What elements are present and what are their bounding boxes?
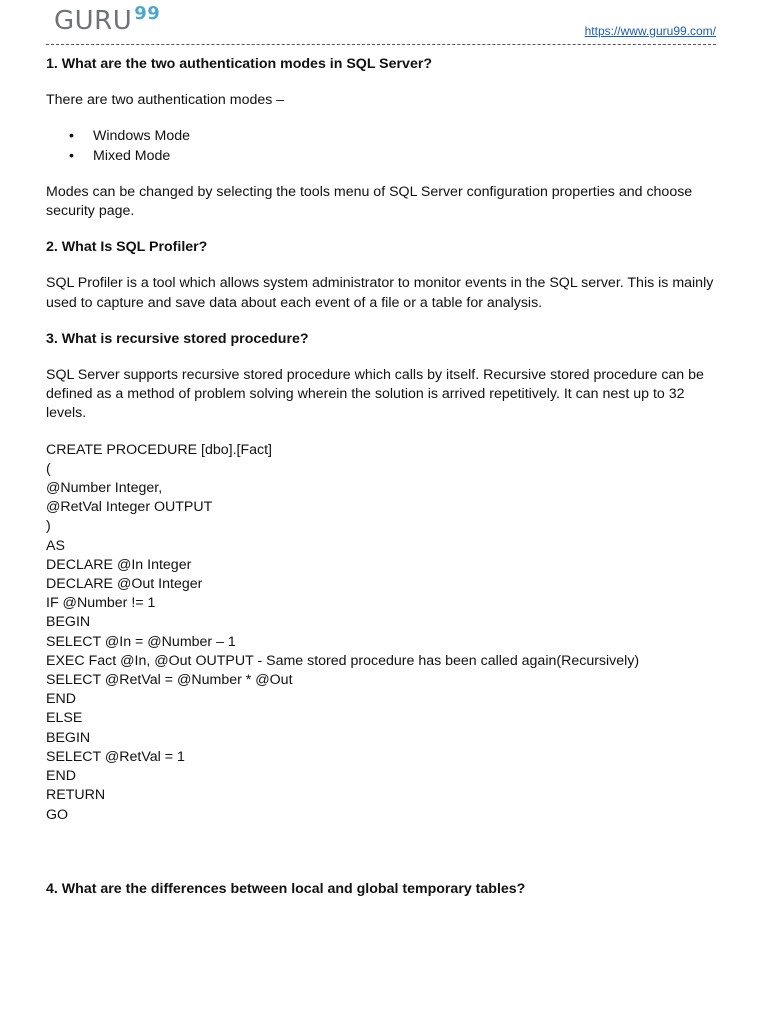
auth-modes-list [46,127,718,165]
code-line: SELECT @RetVal = 1 [46,748,185,765]
code-line: BEGIN [46,614,91,631]
code-line: SELECT @In = @Number – 1 [46,633,236,650]
list-item: • Mixed Mode [93,147,718,166]
logo-text: GURU [54,6,133,36]
code-line: IF @Number != 1 [46,595,156,612]
code-line: ( [46,460,51,477]
header-divider [46,44,716,45]
question-1-heading: 1. What are the two authentication modes in SQL Server? [46,56,433,72]
code-line: BEGIN [46,729,91,746]
logo-number: 99 [134,3,161,24]
code-line: @Number Integer, [46,480,163,497]
code-line: GO [46,806,69,823]
code-line: DECLARE @Out Integer [46,576,203,593]
code-line: @RetVal Integer OUTPUT [46,499,213,516]
site-url-link[interactable]: https://www.guru99.com/ [584,24,716,38]
question-4-heading: 4. What are the differences between local and global temporary tables? [46,880,526,897]
code-line: CREATE PROCEDURE [dbo].[Fact] [46,441,273,458]
code-block [46,441,718,825]
question-1-intro: There are two authentication modes – [46,92,285,109]
code-line: EXEC Fact @In, @Out OUTPUT - Same stored procedure has been called again(Recursively) [46,652,640,669]
code-line: RETURN [46,787,106,804]
question-1-note: Modes can be changed by selecting the tools menu of SQL Server configuration properties and choose security page. [46,183,693,220]
question-3-answer: SQL Server supports recursive stored procedure which calls by itself. Recursive stored procedure can be defined as a method of problem solving wherein the solution is arrived repetitively. It can nest up to 32 levels. [46,367,704,422]
question-2-answer: SQL Profiler is a tool which allows system administrator to monitor events in the SQL server. This is mainly used to capture and save data about each event of a file or a table for analysis. [46,275,714,311]
code-line: SELECT @RetVal = @Number * @Out [46,672,293,689]
list-item: • Windows Mode [93,127,718,146]
page-header [46,4,716,48]
code-line: END [46,691,76,708]
question-2-heading: 2. What Is SQL Profiler? [46,239,208,256]
code-line: ) [46,518,51,535]
document-body [46,55,718,899]
code-line: ELSE [46,710,83,727]
code-line: AS [46,537,65,554]
code-line: END [46,768,76,785]
guru99-logo [54,4,160,41]
question-3-heading: 3. What is recursive stored procedure? [46,330,309,347]
code-line: DECLARE @In Integer [46,556,192,573]
